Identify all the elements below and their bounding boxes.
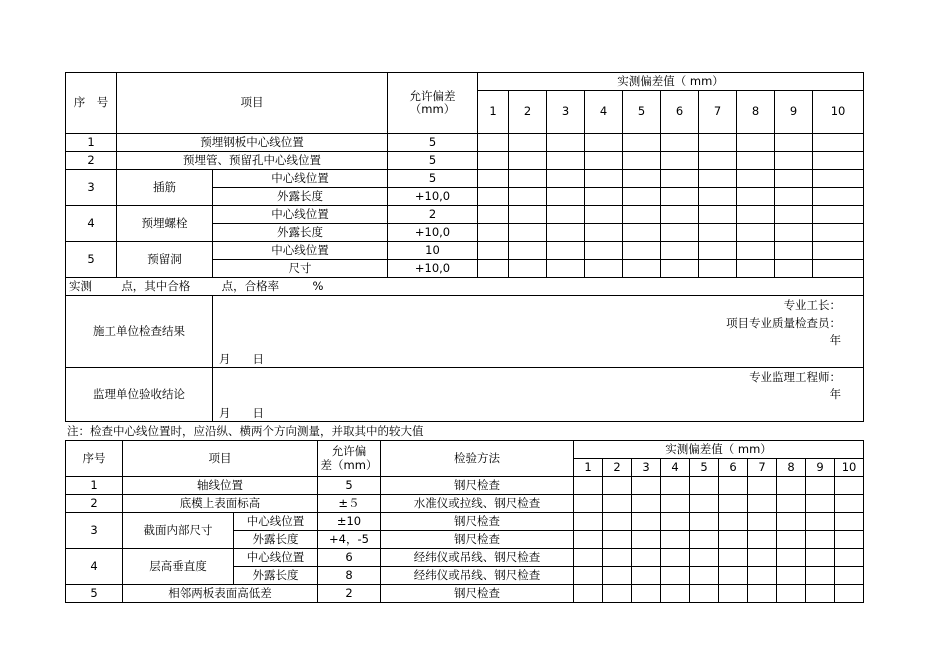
row-value: 6 xyxy=(318,549,381,567)
row-sub: 外露长度 xyxy=(213,188,388,206)
measure-cell[interactable] xyxy=(835,585,864,603)
measure-cell[interactable] xyxy=(623,170,661,188)
measure-cell[interactable] xyxy=(813,242,864,260)
measure-cell[interactable] xyxy=(699,170,737,188)
measure-cell[interactable] xyxy=(661,224,699,242)
measure-cell[interactable] xyxy=(813,152,864,170)
formwork-table xyxy=(65,440,864,603)
measure-cell[interactable] xyxy=(699,152,737,170)
measure-cell[interactable] xyxy=(574,477,603,495)
summary-percent: % xyxy=(312,278,324,293)
row-value: 10 xyxy=(388,242,478,260)
measure-cell[interactable] xyxy=(737,170,775,188)
measure-cell[interactable] xyxy=(603,513,632,531)
table-row xyxy=(66,134,864,152)
measure-cell[interactable] xyxy=(574,585,603,603)
row-method: 水准仪或拉线、钢尺检查 xyxy=(381,495,574,513)
measure-cell[interactable] xyxy=(748,495,777,513)
measure-cell[interactable] xyxy=(632,513,661,531)
row-value: +10,0 xyxy=(388,224,478,242)
row-item: 相邻两板表面高低差 xyxy=(123,585,318,603)
col-6: 6 xyxy=(661,91,699,134)
measure-cell[interactable] xyxy=(632,495,661,513)
construction-result-cell[interactable] xyxy=(213,296,864,368)
row-sub: 中心线位置 xyxy=(213,242,388,260)
row-group: 预留洞 xyxy=(117,242,213,278)
row-sub: 中心线位置 xyxy=(213,206,388,224)
measure-cell[interactable] xyxy=(813,206,864,224)
row-value: 5 xyxy=(388,152,478,170)
measure-cell[interactable] xyxy=(690,513,719,531)
measure-cell[interactable] xyxy=(748,549,777,567)
measure-cell[interactable] xyxy=(737,188,775,206)
month-label: 月 xyxy=(219,351,231,366)
measure-cell[interactable] xyxy=(806,495,835,513)
measure-cell[interactable] xyxy=(661,495,690,513)
day-label: 日 xyxy=(252,351,264,366)
measure-cell[interactable] xyxy=(748,567,777,585)
col-4: 4 xyxy=(585,91,623,134)
year-label: 年 xyxy=(829,387,842,401)
row-value: 5 xyxy=(388,134,478,152)
measure-cell[interactable] xyxy=(509,224,547,242)
measure-cell[interactable] xyxy=(632,531,661,549)
row-sub: 尺寸 xyxy=(213,260,388,278)
measure-cell[interactable] xyxy=(574,567,603,585)
row-value: 2 xyxy=(318,585,381,603)
measure-cell[interactable] xyxy=(661,549,690,567)
measure-cell[interactable] xyxy=(478,242,509,260)
col-9: 9 xyxy=(806,459,835,477)
row-no: 3 xyxy=(66,170,117,206)
summary-qualified: 点，其中合格 xyxy=(121,278,191,293)
measure-cell[interactable] xyxy=(585,170,623,188)
measure-cell[interactable] xyxy=(661,188,699,206)
measure-cell[interactable] xyxy=(547,260,585,278)
row-item: 底模上表面标高 xyxy=(123,495,318,513)
header-allowance: 允许偏差 （mm） xyxy=(388,73,478,134)
header-item: 项目 xyxy=(123,441,318,477)
measure-cell[interactable] xyxy=(737,224,775,242)
header-item: 项目 xyxy=(117,73,388,134)
measure-cell[interactable] xyxy=(632,549,661,567)
row-method: 经纬仪或吊线、钢尺检查 xyxy=(381,549,574,567)
row-sub: 中心线位置 xyxy=(234,513,318,531)
measure-cell[interactable] xyxy=(661,260,699,278)
row-method: 钢尺检查 xyxy=(381,531,574,549)
row-no: 1 xyxy=(66,477,123,495)
inspector-label: 项目专业质量检查员： xyxy=(726,316,842,330)
table-row xyxy=(66,585,864,603)
measure-cell[interactable] xyxy=(509,242,547,260)
col-6: 6 xyxy=(719,459,748,477)
measure-cell[interactable] xyxy=(547,224,585,242)
measure-cell[interactable] xyxy=(478,170,509,188)
row-item: 轴线位置 xyxy=(123,477,318,495)
measure-cell[interactable] xyxy=(775,152,813,170)
measure-cell[interactable] xyxy=(699,134,737,152)
measure-cell[interactable] xyxy=(806,477,835,495)
row-value: +10,0 xyxy=(388,260,478,278)
col-5: 5 xyxy=(690,459,719,477)
measure-cell[interactable] xyxy=(661,170,699,188)
date-line xyxy=(219,353,264,366)
row-no: 5 xyxy=(66,242,117,278)
col-2: 2 xyxy=(603,459,632,477)
row-no: 2 xyxy=(66,495,123,513)
measure-cell[interactable] xyxy=(661,531,690,549)
measure-cell[interactable] xyxy=(690,495,719,513)
header-method: 检验方法 xyxy=(381,441,574,477)
col-5: 5 xyxy=(623,91,661,134)
col-7: 7 xyxy=(748,459,777,477)
measure-cell[interactable] xyxy=(835,477,864,495)
row-no: 4 xyxy=(66,549,123,585)
measure-cell[interactable] xyxy=(699,188,737,206)
col-8: 8 xyxy=(777,459,806,477)
row-sub: 外露长度 xyxy=(213,224,388,242)
measure-cell[interactable] xyxy=(806,549,835,567)
measure-cell[interactable] xyxy=(661,585,690,603)
row-value: ±５ xyxy=(318,495,381,513)
row-method: 钢尺检查 xyxy=(381,477,574,495)
measure-cell[interactable] xyxy=(719,531,748,549)
table-row xyxy=(66,206,864,224)
measure-cell[interactable] xyxy=(478,224,509,242)
header-allowance: 允许偏 差（mm） xyxy=(318,441,381,477)
row-sub: 中心线位置 xyxy=(213,170,388,188)
measure-cell[interactable] xyxy=(478,260,509,278)
table-row xyxy=(66,495,864,513)
measure-cell[interactable] xyxy=(603,567,632,585)
row-value: 8 xyxy=(318,567,381,585)
measure-cell[interactable] xyxy=(585,260,623,278)
row-item: 预埋钢板中心线位置 xyxy=(117,134,388,152)
col-8: 8 xyxy=(737,91,775,134)
measure-cell[interactable] xyxy=(690,531,719,549)
measure-cell[interactable] xyxy=(813,188,864,206)
summary-rate: 点，合格率 xyxy=(221,278,280,293)
row-method: 钢尺检查 xyxy=(381,585,574,603)
year-label: 年 xyxy=(829,333,842,347)
col-4: 4 xyxy=(661,459,690,477)
measure-cell[interactable] xyxy=(748,477,777,495)
col-3: 3 xyxy=(632,459,661,477)
construction-result-row xyxy=(66,296,864,368)
header-measured: 实测偏差值（ mm） xyxy=(574,441,864,459)
measure-cell[interactable] xyxy=(690,567,719,585)
measure-cell[interactable] xyxy=(585,152,623,170)
measure-cell[interactable] xyxy=(661,477,690,495)
measure-cell[interactable] xyxy=(661,567,690,585)
row-no: 1 xyxy=(66,134,117,152)
measure-cell[interactable] xyxy=(603,585,632,603)
measure-cell[interactable] xyxy=(623,134,661,152)
supervision-result-cell[interactable] xyxy=(213,368,864,422)
measure-cell[interactable] xyxy=(478,188,509,206)
measure-cell[interactable] xyxy=(661,206,699,224)
measure-cell[interactable] xyxy=(478,152,509,170)
measure-cell[interactable] xyxy=(509,170,547,188)
measure-cell[interactable] xyxy=(585,224,623,242)
measure-cell[interactable] xyxy=(777,567,806,585)
measure-cell[interactable] xyxy=(509,206,547,224)
measure-cell[interactable] xyxy=(585,242,623,260)
table-row xyxy=(66,170,864,188)
row-value: 5 xyxy=(388,170,478,188)
measure-cell[interactable] xyxy=(777,477,806,495)
day-label: 日 xyxy=(252,405,264,420)
row-value: ±10 xyxy=(318,513,381,531)
measure-cell[interactable] xyxy=(661,152,699,170)
measure-cell[interactable] xyxy=(632,567,661,585)
measure-cell[interactable] xyxy=(748,513,777,531)
measure-cell[interactable] xyxy=(585,134,623,152)
measure-cell[interactable] xyxy=(509,260,547,278)
measure-cell[interactable] xyxy=(509,152,547,170)
table-row xyxy=(66,152,864,170)
supervision-label: 监理单位验收结论 xyxy=(66,368,213,422)
row-method: 经纬仪或吊线、钢尺检查 xyxy=(381,567,574,585)
table-row xyxy=(66,477,864,495)
measure-cell[interactable] xyxy=(719,549,748,567)
summary-row xyxy=(66,278,864,296)
measure-cell[interactable] xyxy=(777,585,806,603)
measure-cell[interactable] xyxy=(777,513,806,531)
header-seq: 序号 xyxy=(66,441,123,477)
measure-cell[interactable] xyxy=(813,260,864,278)
measure-cell[interactable] xyxy=(603,531,632,549)
measure-cell[interactable] xyxy=(737,242,775,260)
measure-cell[interactable] xyxy=(737,134,775,152)
col-2: 2 xyxy=(509,91,547,134)
row-group: 层高垂直度 xyxy=(123,549,234,585)
measure-cell[interactable] xyxy=(509,188,547,206)
header-seq: 序 号 xyxy=(66,73,117,134)
measure-cell[interactable] xyxy=(690,549,719,567)
measure-cell[interactable] xyxy=(661,513,690,531)
measure-cell[interactable] xyxy=(574,495,603,513)
measure-cell[interactable] xyxy=(623,206,661,224)
row-item: 预埋管、预留孔中心线位置 xyxy=(117,152,388,170)
row-group: 截面内部尺寸 xyxy=(123,513,234,549)
measure-cell[interactable] xyxy=(603,549,632,567)
table-row xyxy=(66,242,864,260)
measure-cell[interactable] xyxy=(737,206,775,224)
measure-cell[interactable] xyxy=(632,477,661,495)
engineer-label: 专业监理工程师： xyxy=(749,370,842,384)
measure-cell[interactable] xyxy=(813,134,864,152)
measure-cell[interactable] xyxy=(777,549,806,567)
row-no: 4 xyxy=(66,206,117,242)
measure-cell[interactable] xyxy=(719,585,748,603)
measure-cell[interactable] xyxy=(690,585,719,603)
measure-cell[interactable] xyxy=(813,170,864,188)
measure-cell[interactable] xyxy=(603,477,632,495)
row-no: 3 xyxy=(66,513,123,549)
measure-cell[interactable] xyxy=(623,224,661,242)
measure-cell[interactable] xyxy=(835,513,864,531)
col-1: 1 xyxy=(478,91,509,134)
date-line xyxy=(219,407,264,420)
summary-measured: 实测 xyxy=(69,278,92,293)
measure-cell[interactable] xyxy=(775,134,813,152)
measure-cell[interactable] xyxy=(623,242,661,260)
month-label: 月 xyxy=(219,405,231,420)
measure-cell[interactable] xyxy=(547,134,585,152)
measure-cell[interactable] xyxy=(775,206,813,224)
measure-cell[interactable] xyxy=(585,188,623,206)
measure-cell[interactable] xyxy=(547,242,585,260)
row-value: +4，-5 xyxy=(318,531,381,549)
measure-cell[interactable] xyxy=(623,260,661,278)
row-sub: 外露长度 xyxy=(234,531,318,549)
col-7: 7 xyxy=(699,91,737,134)
measure-cell[interactable] xyxy=(775,242,813,260)
measure-cell[interactable] xyxy=(699,260,737,278)
foreman-label: 专业工长： xyxy=(783,298,842,312)
measure-cell[interactable] xyxy=(547,152,585,170)
measure-cell[interactable] xyxy=(737,152,775,170)
measure-cell[interactable] xyxy=(478,206,509,224)
measure-cell[interactable] xyxy=(835,531,864,549)
header-measured: 实测偏差值（ mm） xyxy=(478,73,864,91)
row-group: 预埋螺栓 xyxy=(117,206,213,242)
measure-cell[interactable] xyxy=(806,531,835,549)
col-10: 10 xyxy=(813,91,864,134)
supervision-result-row xyxy=(66,368,864,422)
measure-cell[interactable] xyxy=(748,531,777,549)
measure-cell[interactable] xyxy=(719,567,748,585)
measure-cell[interactable] xyxy=(574,531,603,549)
measure-cell[interactable] xyxy=(748,585,777,603)
measure-cell[interactable] xyxy=(661,242,699,260)
row-method: 钢尺检查 xyxy=(381,513,574,531)
col-3: 3 xyxy=(547,91,585,134)
col-1: 1 xyxy=(574,459,603,477)
measure-cell[interactable] xyxy=(835,567,864,585)
measure-cell[interactable] xyxy=(547,188,585,206)
table-row xyxy=(66,513,864,531)
measure-cell[interactable] xyxy=(585,206,623,224)
measure-cell[interactable] xyxy=(719,477,748,495)
measure-cell[interactable] xyxy=(806,567,835,585)
measure-cell[interactable] xyxy=(777,531,806,549)
measure-cell[interactable] xyxy=(775,188,813,206)
measure-cell[interactable] xyxy=(478,134,509,152)
measure-cell[interactable] xyxy=(623,152,661,170)
embedded-parts-table xyxy=(65,72,864,422)
measure-cell[interactable] xyxy=(547,206,585,224)
measure-cell[interactable] xyxy=(690,477,719,495)
measure-cell[interactable] xyxy=(835,549,864,567)
row-group: 插筋 xyxy=(117,170,213,206)
summary-cell xyxy=(66,278,864,296)
row-value: 2 xyxy=(388,206,478,224)
row-no: 5 xyxy=(66,585,123,603)
measure-cell[interactable] xyxy=(623,188,661,206)
note-text: 注：检查中心线位置时，应沿纵、横两个方向测量，并取其中的较大值 xyxy=(67,424,424,438)
measure-cell[interactable] xyxy=(699,224,737,242)
row-sub: 中心线位置 xyxy=(234,549,318,567)
measure-cell[interactable] xyxy=(777,495,806,513)
measure-cell[interactable] xyxy=(574,513,603,531)
measure-cell[interactable] xyxy=(547,170,585,188)
row-no: 2 xyxy=(66,152,117,170)
measure-cell[interactable] xyxy=(632,585,661,603)
measure-cell[interactable] xyxy=(719,495,748,513)
row-sub: 外露长度 xyxy=(234,567,318,585)
measure-cell[interactable] xyxy=(806,513,835,531)
measure-cell[interactable] xyxy=(699,242,737,260)
row-value: +10,0 xyxy=(388,188,478,206)
row-value: 5 xyxy=(318,477,381,495)
table-row xyxy=(66,549,864,567)
col-10: 10 xyxy=(835,459,864,477)
measure-cell[interactable] xyxy=(574,549,603,567)
measure-cell[interactable] xyxy=(661,134,699,152)
measure-cell[interactable] xyxy=(806,585,835,603)
measure-cell[interactable] xyxy=(509,134,547,152)
measure-cell[interactable] xyxy=(775,224,813,242)
measure-cell[interactable] xyxy=(603,495,632,513)
measure-cell[interactable] xyxy=(775,170,813,188)
measure-cell[interactable] xyxy=(835,495,864,513)
measure-cell[interactable] xyxy=(775,260,813,278)
measure-cell[interactable] xyxy=(699,206,737,224)
measure-cell[interactable] xyxy=(719,513,748,531)
measure-cell[interactable] xyxy=(737,260,775,278)
col-9: 9 xyxy=(775,91,813,134)
construction-label: 施工单位检查结果 xyxy=(66,296,213,368)
measure-cell[interactable] xyxy=(813,224,864,242)
